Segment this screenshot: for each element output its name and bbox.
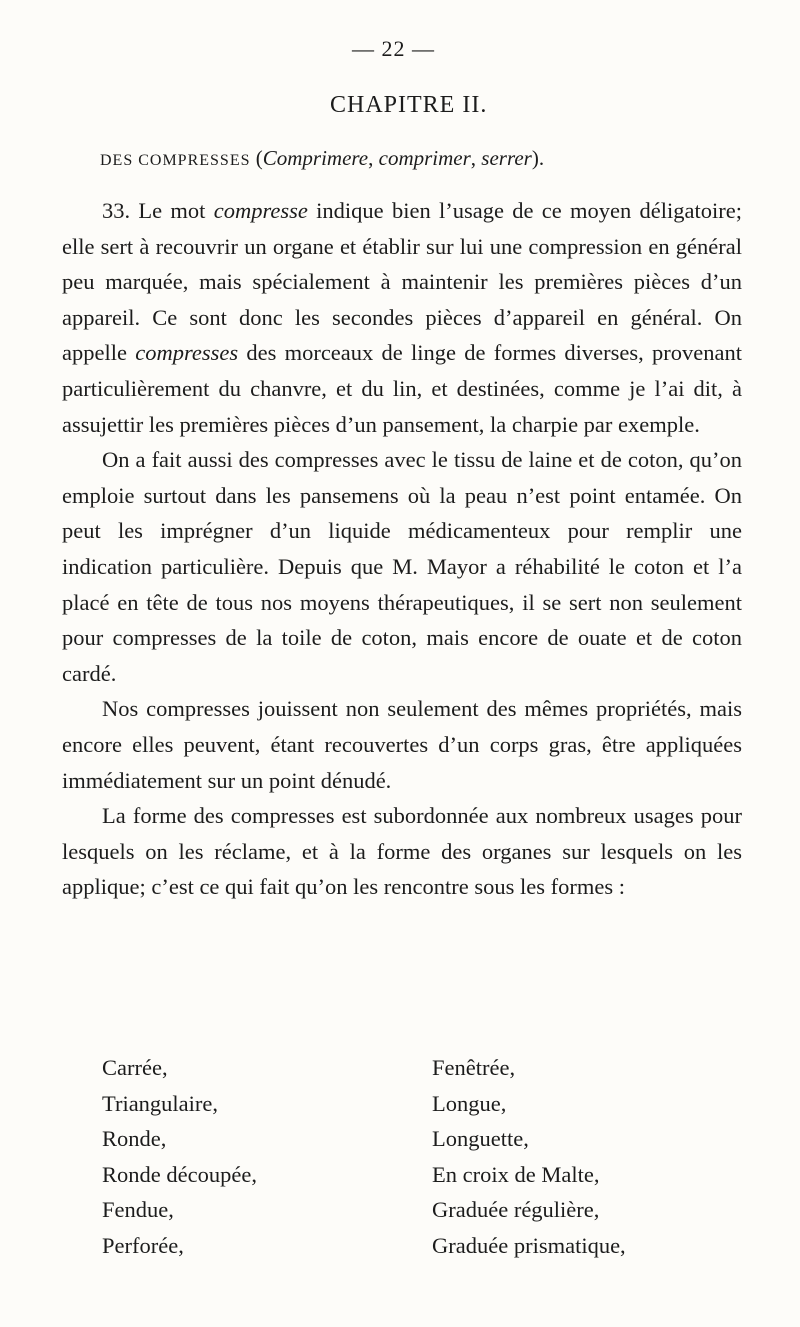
paragraph-3: Nos compresses jouissent non seulement des mêmes propriétés, mais encore elles peuvent, étant recouvertes d’un corps gras, être appliquées immédiatement sur un point dénudé. bbox=[62, 696, 742, 793]
subtitle-paren-close: ). bbox=[531, 146, 545, 170]
subtitle-latin: Comprimere bbox=[262, 146, 369, 170]
page-number: — 22 — bbox=[352, 36, 435, 61]
p1-italic-compresse: compresse bbox=[213, 198, 308, 223]
form-right: Graduée prismatique, bbox=[432, 1232, 626, 1258]
chapter-title: CHAPITRE II. bbox=[330, 92, 488, 118]
p1-text-c: indique bien l’usage de ce moyen déligatoire; elle sert à recouvrir un organe et établir sur lui une compression en général peu marquée, mais spécialement à maintenir les premières pièces d’un appareil. Ce sont donc les secondes pièces d’appareil en général. On appelle bbox=[62, 198, 743, 366]
subtitle-sep2: , bbox=[470, 146, 482, 170]
form-right: En croix de Malte, bbox=[432, 1161, 600, 1187]
form-left: Ronde découpée, bbox=[102, 1161, 257, 1187]
form-left: Perforée, bbox=[102, 1232, 184, 1258]
list-item bbox=[102, 1121, 742, 1157]
subtitle-french2: serrer bbox=[481, 146, 532, 170]
paragraph-4: La forme des compresses est subordonnée aux nombreux usages pour lesquels on les réclame, et à la forme des organes sur lesquels on les applique; c’est ce qui fait qu’on les rencontre sous les formes : bbox=[62, 803, 742, 900]
section-subtitle bbox=[100, 146, 544, 171]
paragraph-33 bbox=[62, 193, 742, 442]
form-left: Carrée, bbox=[102, 1055, 168, 1080]
form-left: Fendue, bbox=[102, 1197, 174, 1223]
list-item bbox=[102, 1228, 742, 1264]
paragraph-2: On a fait aussi des compresses avec le tissu de laine et de coton, qu’on emploie surtout dans les pansemens où la peau n’est point entamée. On peut les imprégner d’un liquide médicamenteux pour remplir une indication particulière. Depuis que M. Mayor a réhabilité le coton et l’a placé en tête de tous nos moyens thérapeutiques, il se sert non seulement pour compresses de la toile de coton, mais encore de ouate et de coton cardé. bbox=[62, 447, 742, 686]
p1-text-e: des morceaux de linge de formes diverses, provenant particulièrement du chanvre, et du lin, et destinées, comme je l’ai dit, à assujettir les premières pièces d’un pansement, la charpie par exemple. bbox=[62, 340, 742, 437]
subtitle-smallcaps: DES COMPRESSES bbox=[100, 152, 251, 169]
form-right: Longuette, bbox=[432, 1126, 529, 1152]
subtitle-french1: comprimer bbox=[378, 146, 471, 170]
subtitle-paren-open: ( bbox=[255, 146, 263, 170]
body-text bbox=[62, 193, 742, 905]
p1-italic-compresses: compresses bbox=[135, 340, 239, 366]
list-item bbox=[102, 1192, 742, 1228]
form-left: Ronde, bbox=[102, 1126, 167, 1152]
list-item bbox=[102, 1157, 742, 1193]
p1-text-a: 33. Le mot bbox=[102, 198, 214, 223]
form-right: Fenêtrée, bbox=[432, 1055, 516, 1080]
form-right: Graduée régulière, bbox=[432, 1197, 600, 1223]
list-item bbox=[102, 1086, 742, 1122]
list-item bbox=[102, 1050, 742, 1086]
form-right: Longue, bbox=[432, 1090, 507, 1116]
subtitle-sep1: , bbox=[368, 146, 379, 170]
forms-list bbox=[102, 1050, 742, 1264]
form-left: Triangulaire, bbox=[102, 1090, 219, 1116]
